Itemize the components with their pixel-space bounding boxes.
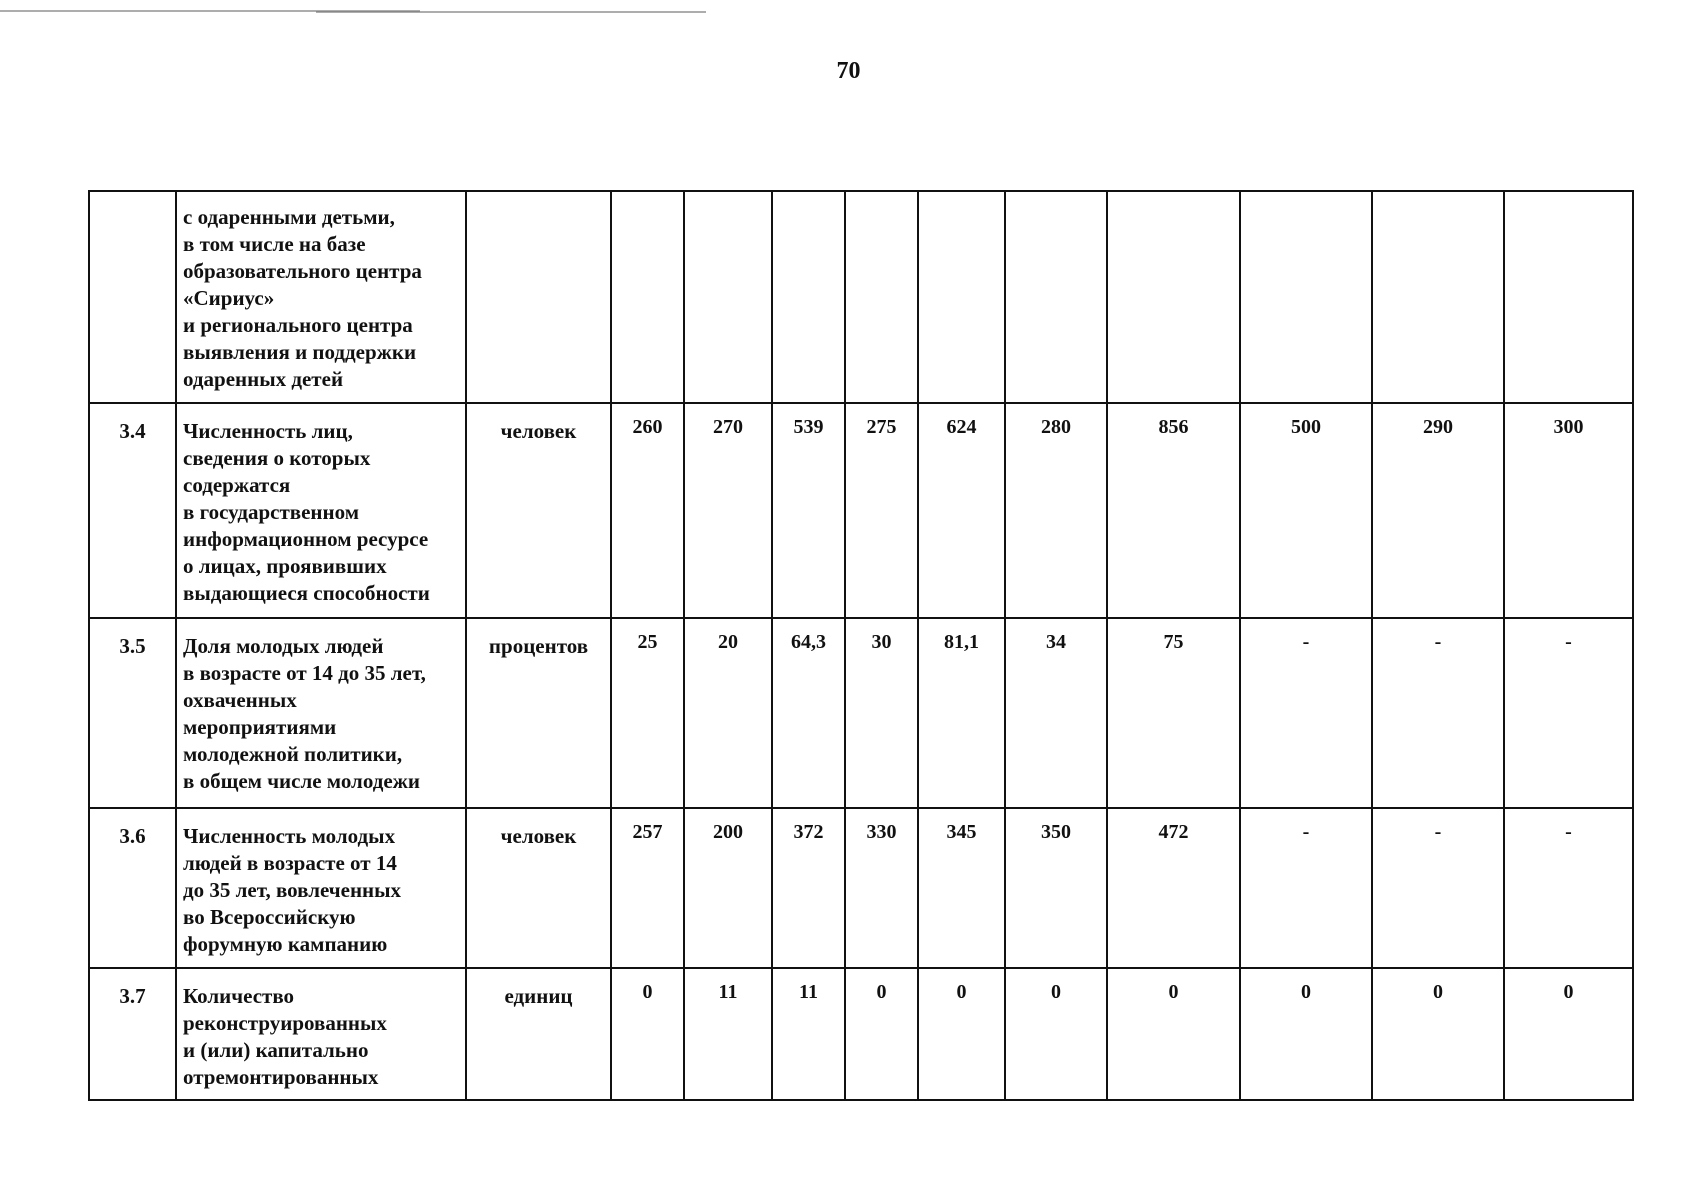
value-cell: 0 (1107, 968, 1240, 1100)
value-cell: 856 (1107, 403, 1240, 618)
value-cell: - (1240, 618, 1372, 808)
value-cell: 0 (1372, 968, 1504, 1100)
value-cell: 624 (918, 403, 1005, 618)
value-cell: 500 (1240, 403, 1372, 618)
value-cell (1005, 191, 1107, 403)
value-cell (611, 191, 684, 403)
page-number: 70 (836, 58, 861, 84)
value-cell: - (1372, 618, 1504, 808)
value-cell: 330 (845, 808, 918, 968)
row-number-cell: 3.6 (89, 808, 176, 968)
row-number-cell: 3.4 (89, 403, 176, 618)
value-cell: 350 (1005, 808, 1107, 968)
value-cell: 11 (772, 968, 845, 1100)
value-cell: - (1240, 808, 1372, 968)
value-cell (1372, 191, 1504, 403)
value-cell: 280 (1005, 403, 1107, 618)
table-row (89, 403, 1633, 618)
value-cell: 290 (1372, 403, 1504, 618)
value-cell: 0 (845, 968, 918, 1100)
value-cell: 300 (1504, 403, 1633, 618)
value-cell: 64,3 (772, 618, 845, 808)
unit-cell: процентов (466, 618, 611, 808)
indicator-name-cell: Количество реконструированных и (или) капитально отремонтированных (176, 968, 466, 1100)
indicator-name-cell: Численность молодых людей в возрасте от 14 до 35 лет, вовлеченных во Всероссийскую форумную кампанию (176, 808, 466, 968)
value-cell: 260 (611, 403, 684, 618)
value-cell: 345 (918, 808, 1005, 968)
value-cell (845, 191, 918, 403)
value-cell: - (1372, 808, 1504, 968)
row-number-cell (89, 191, 176, 403)
table-row (89, 618, 1633, 808)
value-cell: 0 (918, 968, 1005, 1100)
table-row (89, 191, 1633, 403)
value-cell: 34 (1005, 618, 1107, 808)
value-cell (1504, 191, 1633, 403)
table-row (89, 808, 1633, 968)
value-cell: 539 (772, 403, 845, 618)
value-cell (1107, 191, 1240, 403)
value-cell: 270 (684, 403, 772, 618)
indicator-name-cell: с одаренными детьми, в том числе на базе образовательного центра «Сириус» и регионального центра выявления и поддержки одаренных детей (176, 191, 466, 403)
row-number-cell: 3.7 (89, 968, 176, 1100)
value-cell (1240, 191, 1372, 403)
value-cell (684, 191, 772, 403)
table-row (89, 968, 1633, 1100)
value-cell: 11 (684, 968, 772, 1100)
value-cell: 20 (684, 618, 772, 808)
row-number-cell: 3.5 (89, 618, 176, 808)
value-cell: 372 (772, 808, 845, 968)
value-cell: 472 (1107, 808, 1240, 968)
value-cell: 200 (684, 808, 772, 968)
value-cell: 75 (1107, 618, 1240, 808)
unit-cell (466, 191, 611, 403)
value-cell: 275 (845, 403, 918, 618)
unit-cell: человек (466, 808, 611, 968)
value-cell: 81,1 (918, 618, 1005, 808)
value-cell: - (1504, 618, 1633, 808)
scan-artifact-line (316, 11, 706, 13)
value-cell: 257 (611, 808, 684, 968)
value-cell: 0 (611, 968, 684, 1100)
unit-cell: единиц (466, 968, 611, 1100)
table-body (89, 191, 1633, 1100)
indicator-name-cell: Численность лиц, сведения о которых содержатся в государственном информационном ресурсе о лицах, проявивших выдающиеся способности (176, 403, 466, 618)
indicators-table (88, 190, 1634, 1101)
unit-cell: человек (466, 403, 611, 618)
value-cell: 0 (1005, 968, 1107, 1100)
indicator-name-cell: Доля молодых людей в возрасте от 14 до 35 лет, охваченных мероприятиями молодежной политики, в общем числе молодежи (176, 618, 466, 808)
value-cell: 0 (1504, 968, 1633, 1100)
value-cell: 0 (1240, 968, 1372, 1100)
value-cell: 30 (845, 618, 918, 808)
value-cell (772, 191, 845, 403)
value-cell: 25 (611, 618, 684, 808)
value-cell (918, 191, 1005, 403)
value-cell: - (1504, 808, 1633, 968)
